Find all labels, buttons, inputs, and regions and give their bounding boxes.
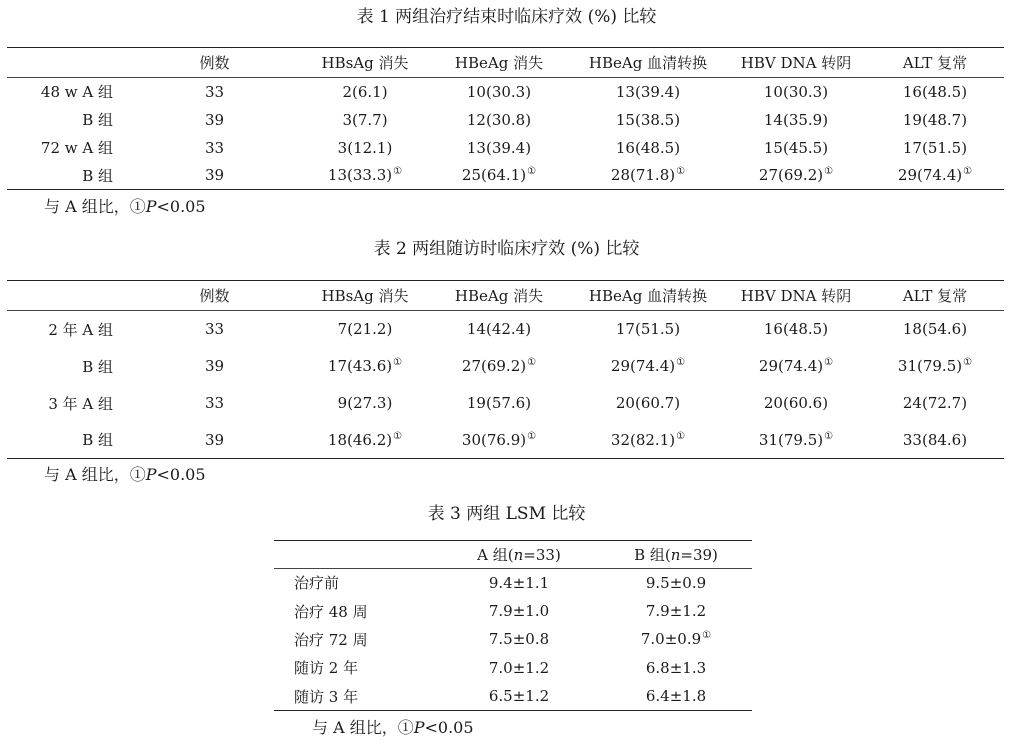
table-cell: 16(48.5): [615, 138, 681, 157]
table1-header-cell: HBsAg 消失: [302, 48, 428, 78]
table-cell: 7.0±0.9①: [640, 630, 712, 649]
row-label: 治疗前: [294, 574, 340, 593]
significance-marker: ①: [393, 430, 403, 442]
table-cell: 33: [204, 82, 225, 101]
table2-footnote: [44, 465, 206, 485]
table-cell: 12(30.8): [466, 110, 532, 129]
footnote-p: P: [145, 465, 157, 484]
table-cell: 33: [204, 320, 225, 339]
table3-footnote: [312, 718, 474, 738]
table-cell: 18(54.6): [902, 320, 968, 339]
table1-header-cell: HBeAg 血清转换: [570, 48, 726, 78]
significance-marker: ①: [527, 430, 537, 442]
table-cell: 29(74.4)①: [610, 357, 686, 375]
table2-header-cell: [7, 281, 127, 311]
table-cell: 7.5±0.8: [488, 630, 550, 649]
table2-caption: 表 2 两组随访时临床疗效 (%) 比较: [373, 239, 640, 259]
table-cell: 32(82.1)①: [610, 430, 686, 449]
row-label: B 组: [82, 166, 113, 185]
table2-header-cell: HBsAg 消失: [302, 281, 428, 311]
table1: [7, 47, 1004, 190]
footnote-prefix: 与 A 组比，①: [44, 465, 146, 484]
row-label: 治疗 72 周: [294, 630, 368, 649]
table-row: [7, 162, 1004, 190]
table-cell: 33: [204, 394, 225, 412]
table-cell: 7(21.2): [337, 320, 393, 339]
row-label: B 组: [82, 111, 113, 129]
table-cell: 29(74.4)①: [897, 166, 973, 185]
significance-marker: ①: [676, 166, 686, 178]
significance-marker: ①: [676, 357, 686, 368]
significance-marker: ①: [676, 430, 686, 442]
table3: [274, 540, 752, 711]
table-cell: 39: [204, 166, 225, 185]
table-cell: 39: [204, 357, 225, 375]
table-cell: 27(69.2)①: [461, 357, 537, 375]
row-label: 2 年 A 组: [48, 320, 113, 339]
significance-marker: ①: [527, 357, 537, 368]
sample-size-symbol: n: [513, 546, 524, 564]
footnote-p: P: [145, 197, 157, 216]
table-cell: 10(30.3): [763, 82, 829, 101]
table-row: [7, 311, 1004, 348]
footnote-suffix: <0.05: [156, 197, 206, 216]
table-row: [7, 78, 1004, 106]
table1-header-cell: HBeAg 消失: [428, 48, 570, 78]
table1-header-cell: ALT 复常: [866, 48, 1004, 78]
table3-header-cell: A 组(n=33): [438, 541, 600, 569]
significance-marker: ①: [527, 166, 537, 178]
table-cell: 9(27.3): [337, 394, 393, 412]
table-cell: 7.9±1.0: [488, 602, 550, 621]
table-cell: 17(51.5): [902, 138, 968, 157]
table-row: [274, 625, 752, 653]
table1-caption: 表 1 两组治疗结束时临床疗效 (%) 比较: [356, 7, 657, 27]
table-cell: 24(72.7): [902, 394, 968, 412]
table-cell: 18(46.2)①: [327, 430, 403, 449]
table2-header-cell: HBeAg 消失: [428, 281, 570, 311]
table-cell: 6.5±1.2: [488, 687, 550, 705]
table-cell: 30(76.9)①: [461, 430, 537, 449]
footnote-p: P: [413, 718, 425, 737]
significance-marker: ①: [393, 166, 403, 178]
footnote-suffix: <0.05: [156, 465, 206, 484]
table-cell: 3(12.1): [337, 138, 393, 157]
table-row: [7, 422, 1004, 459]
table1-header-cell: [7, 48, 127, 78]
table-cell: 15(38.5): [615, 110, 681, 129]
table-cell: 28(71.8)①: [610, 166, 686, 185]
row-label: 随访 3 年: [294, 687, 359, 706]
table-cell: 27(69.2)①: [758, 166, 834, 185]
row-label: 48 w A 组: [40, 83, 113, 102]
table-cell: 19(57.6): [466, 394, 532, 412]
table-cell: 9.4±1.1: [488, 573, 550, 592]
table-cell: 16(48.5): [902, 82, 968, 101]
table-row: [7, 385, 1004, 422]
table2-header-row: [7, 281, 1004, 311]
table-cell: 2(6.1): [342, 82, 388, 101]
sample-size-symbol: n: [670, 546, 681, 564]
table-cell: 39: [204, 430, 225, 449]
table-cell: 7.0±1.2: [488, 658, 550, 677]
table-cell: 39: [204, 110, 225, 129]
table3-caption: 表 3 两组 LSM 比较: [427, 504, 586, 524]
footnote-prefix: 与 A 组比，①: [44, 197, 146, 216]
significance-marker: ①: [824, 166, 834, 178]
table-cell: 20(60.6): [763, 394, 829, 412]
table-cell: 20(60.7): [615, 394, 681, 412]
table-cell: 33: [204, 138, 225, 157]
table-cell: 6.4±1.8: [645, 687, 707, 705]
table-row: [7, 134, 1004, 162]
significance-marker: ①: [824, 430, 834, 442]
significance-marker: ①: [824, 357, 834, 368]
table3-header-cell: B 组(n=39): [600, 541, 752, 569]
table-cell: 31(79.5)①: [897, 357, 973, 375]
table-cell: 14(35.9): [763, 110, 829, 129]
table-cell: 17(51.5): [615, 320, 681, 339]
table2-header-cell: 例数: [127, 281, 302, 311]
table-row: [7, 348, 1004, 385]
significance-marker: ①: [393, 357, 403, 368]
significance-marker: ①: [963, 357, 973, 368]
table-cell: 31(79.5)①: [758, 430, 834, 449]
table-row: [274, 569, 752, 597]
significance-marker: ①: [963, 166, 973, 178]
table-cell: 15(45.5): [763, 138, 829, 157]
table-cell: 29(74.4)①: [758, 357, 834, 375]
table-row: [274, 682, 752, 710]
table2-header-cell: ALT 复常: [866, 281, 1004, 311]
table-cell: 13(39.4): [615, 82, 681, 101]
table-cell: 33(84.6): [902, 430, 968, 449]
table-cell: 25(64.1)①: [461, 166, 537, 185]
footnote-suffix: <0.05: [424, 718, 474, 737]
table-cell: 13(33.3)①: [327, 166, 403, 185]
table-cell: 10(30.3): [466, 82, 532, 101]
table3-header-row: [274, 541, 752, 569]
table-cell: 3(7.7): [342, 110, 388, 129]
table1-footnote: [44, 197, 206, 217]
row-label: 治疗 48 周: [294, 602, 368, 621]
table2: [7, 280, 1004, 459]
row-label: 随访 2 年: [294, 659, 359, 678]
table1-header-row: [7, 48, 1004, 78]
row-label: B 组: [82, 431, 113, 450]
significance-marker: ①: [702, 630, 712, 642]
table1-header-cell: 例数: [127, 48, 302, 78]
table-cell: 6.8±1.3: [645, 658, 707, 677]
table-row: [274, 654, 752, 682]
row-label: B 组: [82, 357, 113, 376]
row-label: 3 年 A 组: [48, 394, 113, 413]
row-label: 72 w A 组: [40, 139, 113, 157]
table-cell: 14(42.4): [466, 320, 532, 339]
table2-header-cell: HBV DNA 转阴: [726, 281, 866, 311]
table2-header-cell: HBeAg 血清转换: [570, 281, 726, 311]
footnote-prefix: 与 A 组比，①: [312, 718, 414, 737]
table-row: [274, 597, 752, 625]
table-cell: 7.9±1.2: [645, 602, 707, 621]
table-cell: 16(48.5): [763, 320, 829, 339]
table3-header-cell: [274, 541, 438, 569]
table1-header-cell: HBV DNA 转阴: [726, 48, 866, 78]
table-cell: 17(43.6)①: [327, 357, 403, 375]
table-cell: 19(48.7): [902, 110, 968, 129]
table-row: [7, 106, 1004, 134]
table-cell: 9.5±0.9: [645, 573, 707, 592]
table-cell: 13(39.4): [466, 138, 532, 157]
